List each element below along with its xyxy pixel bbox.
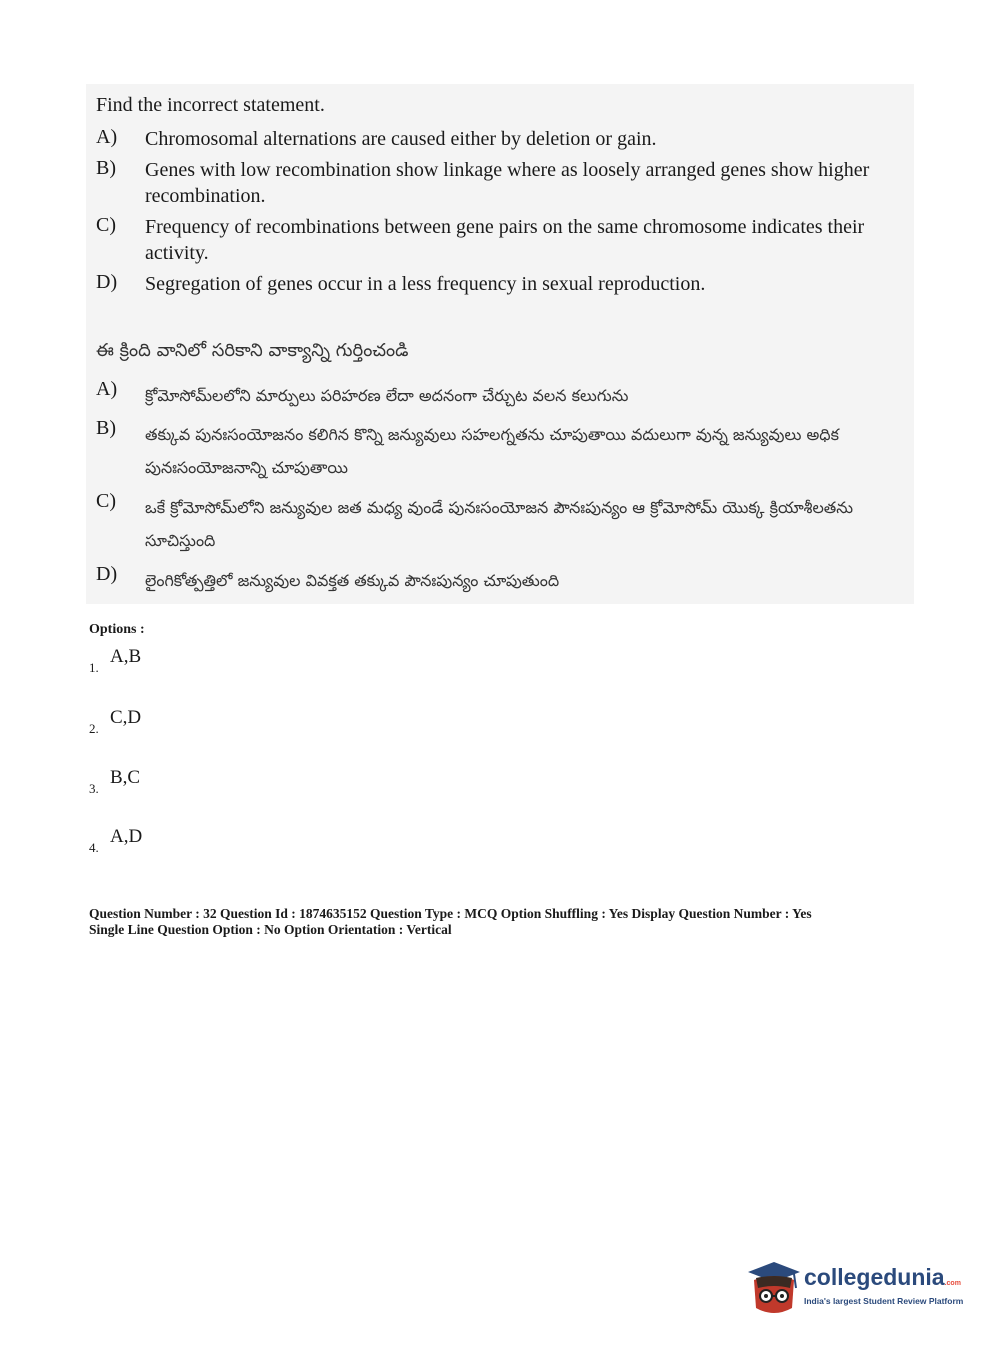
options-label: Options : [89, 622, 145, 637]
option-letter: D) [96, 271, 118, 293]
option-text: తక్కువ పునఃసంయోజనం కలిగిన కొన్ని జన్యువులు సహలగ్నతను చూపుతాయి వదులుగా వున్న జన్యువులు అధిక పునఃసంయోజనాన్ని చూపుతాయి [145, 425, 839, 477]
question-title-telugu: ఈ క్రింది వానిలో సరికాని వాక్యాన్ని గుర్తించండి [96, 340, 409, 361]
choice-value: B,C [110, 767, 141, 788]
option-text: Chromosomal alternations are caused either by deletion or gain. [145, 128, 657, 150]
option-text: ఒకే క్రోమోసోమ్‌లోని జన్యువుల జత మధ్య వుండే పునఃసంయోజన పౌనఃపున్యం ఆ క్రోమోసోమ్ యొక్క క్రియాశీలతను సూచిస్తుంది [145, 498, 854, 550]
choice-value: C,D [110, 707, 142, 728]
mascot-icon [744, 1258, 802, 1318]
choice-value: A,D [110, 826, 143, 847]
option-text: Segregation of genes occur in a less frequency in sexual reproduction. [145, 273, 706, 295]
logo-brand-suffix: .com [944, 1280, 961, 1287]
option-text: Frequency of recombinations between gene pairs on the same chromosome indicates their activity. [145, 216, 865, 264]
option-text: లైంగికోత్పత్తిలో జన్యువుల వివక్తత తక్కువ పౌనఃపున్యం చూపుతుంది [145, 571, 560, 590]
answer-choice-2[interactable] [89, 707, 289, 737]
choice-number: 1. [89, 660, 99, 675]
option-text: క్రోమోసోమ్‌లలోని మార్పులు పరిహరణ లేదా అదనంగా చేర్చుట వలన కలుగును [145, 386, 629, 405]
choice-number: 4. [89, 840, 99, 855]
logo-tagline: India's largest Student Review Platform [804, 1296, 964, 1306]
option-letter: D) [96, 563, 118, 585]
option-letter: C) [96, 214, 116, 236]
choice-number: 3. [89, 781, 99, 796]
answer-choice-1[interactable] [89, 646, 289, 676]
option-text: Genes with low recombination show linkage where as loosely arranged genes show higher recombination. [145, 159, 870, 207]
answer-choice-3[interactable] [89, 767, 289, 797]
logo-brand-name [804, 1264, 961, 1291]
metadata-line-1: Question Number : 32 Question Id : 1874635152 Question Type : MCQ Option Shuffling : Yes Display Question Number : Yes [89, 906, 812, 921]
logo-brand-text: collegedunia [804, 1264, 945, 1290]
question-title-english: Find the incorrect statement. [96, 94, 325, 116]
option-letter: B) [96, 157, 116, 179]
option-letter: A) [96, 378, 118, 400]
option-letter: C) [96, 490, 116, 512]
answer-choice-4[interactable] [89, 826, 289, 856]
metadata-line-2: Single Line Question Option : No Option Orientation : Vertical [89, 922, 452, 937]
collegedunia-logo[interactable] [744, 1258, 974, 1318]
choice-number: 2. [89, 721, 99, 736]
choice-value: A,B [110, 646, 142, 667]
question-metadata [89, 906, 929, 938]
option-letter: A) [96, 126, 118, 148]
option-letter: B) [96, 417, 116, 439]
